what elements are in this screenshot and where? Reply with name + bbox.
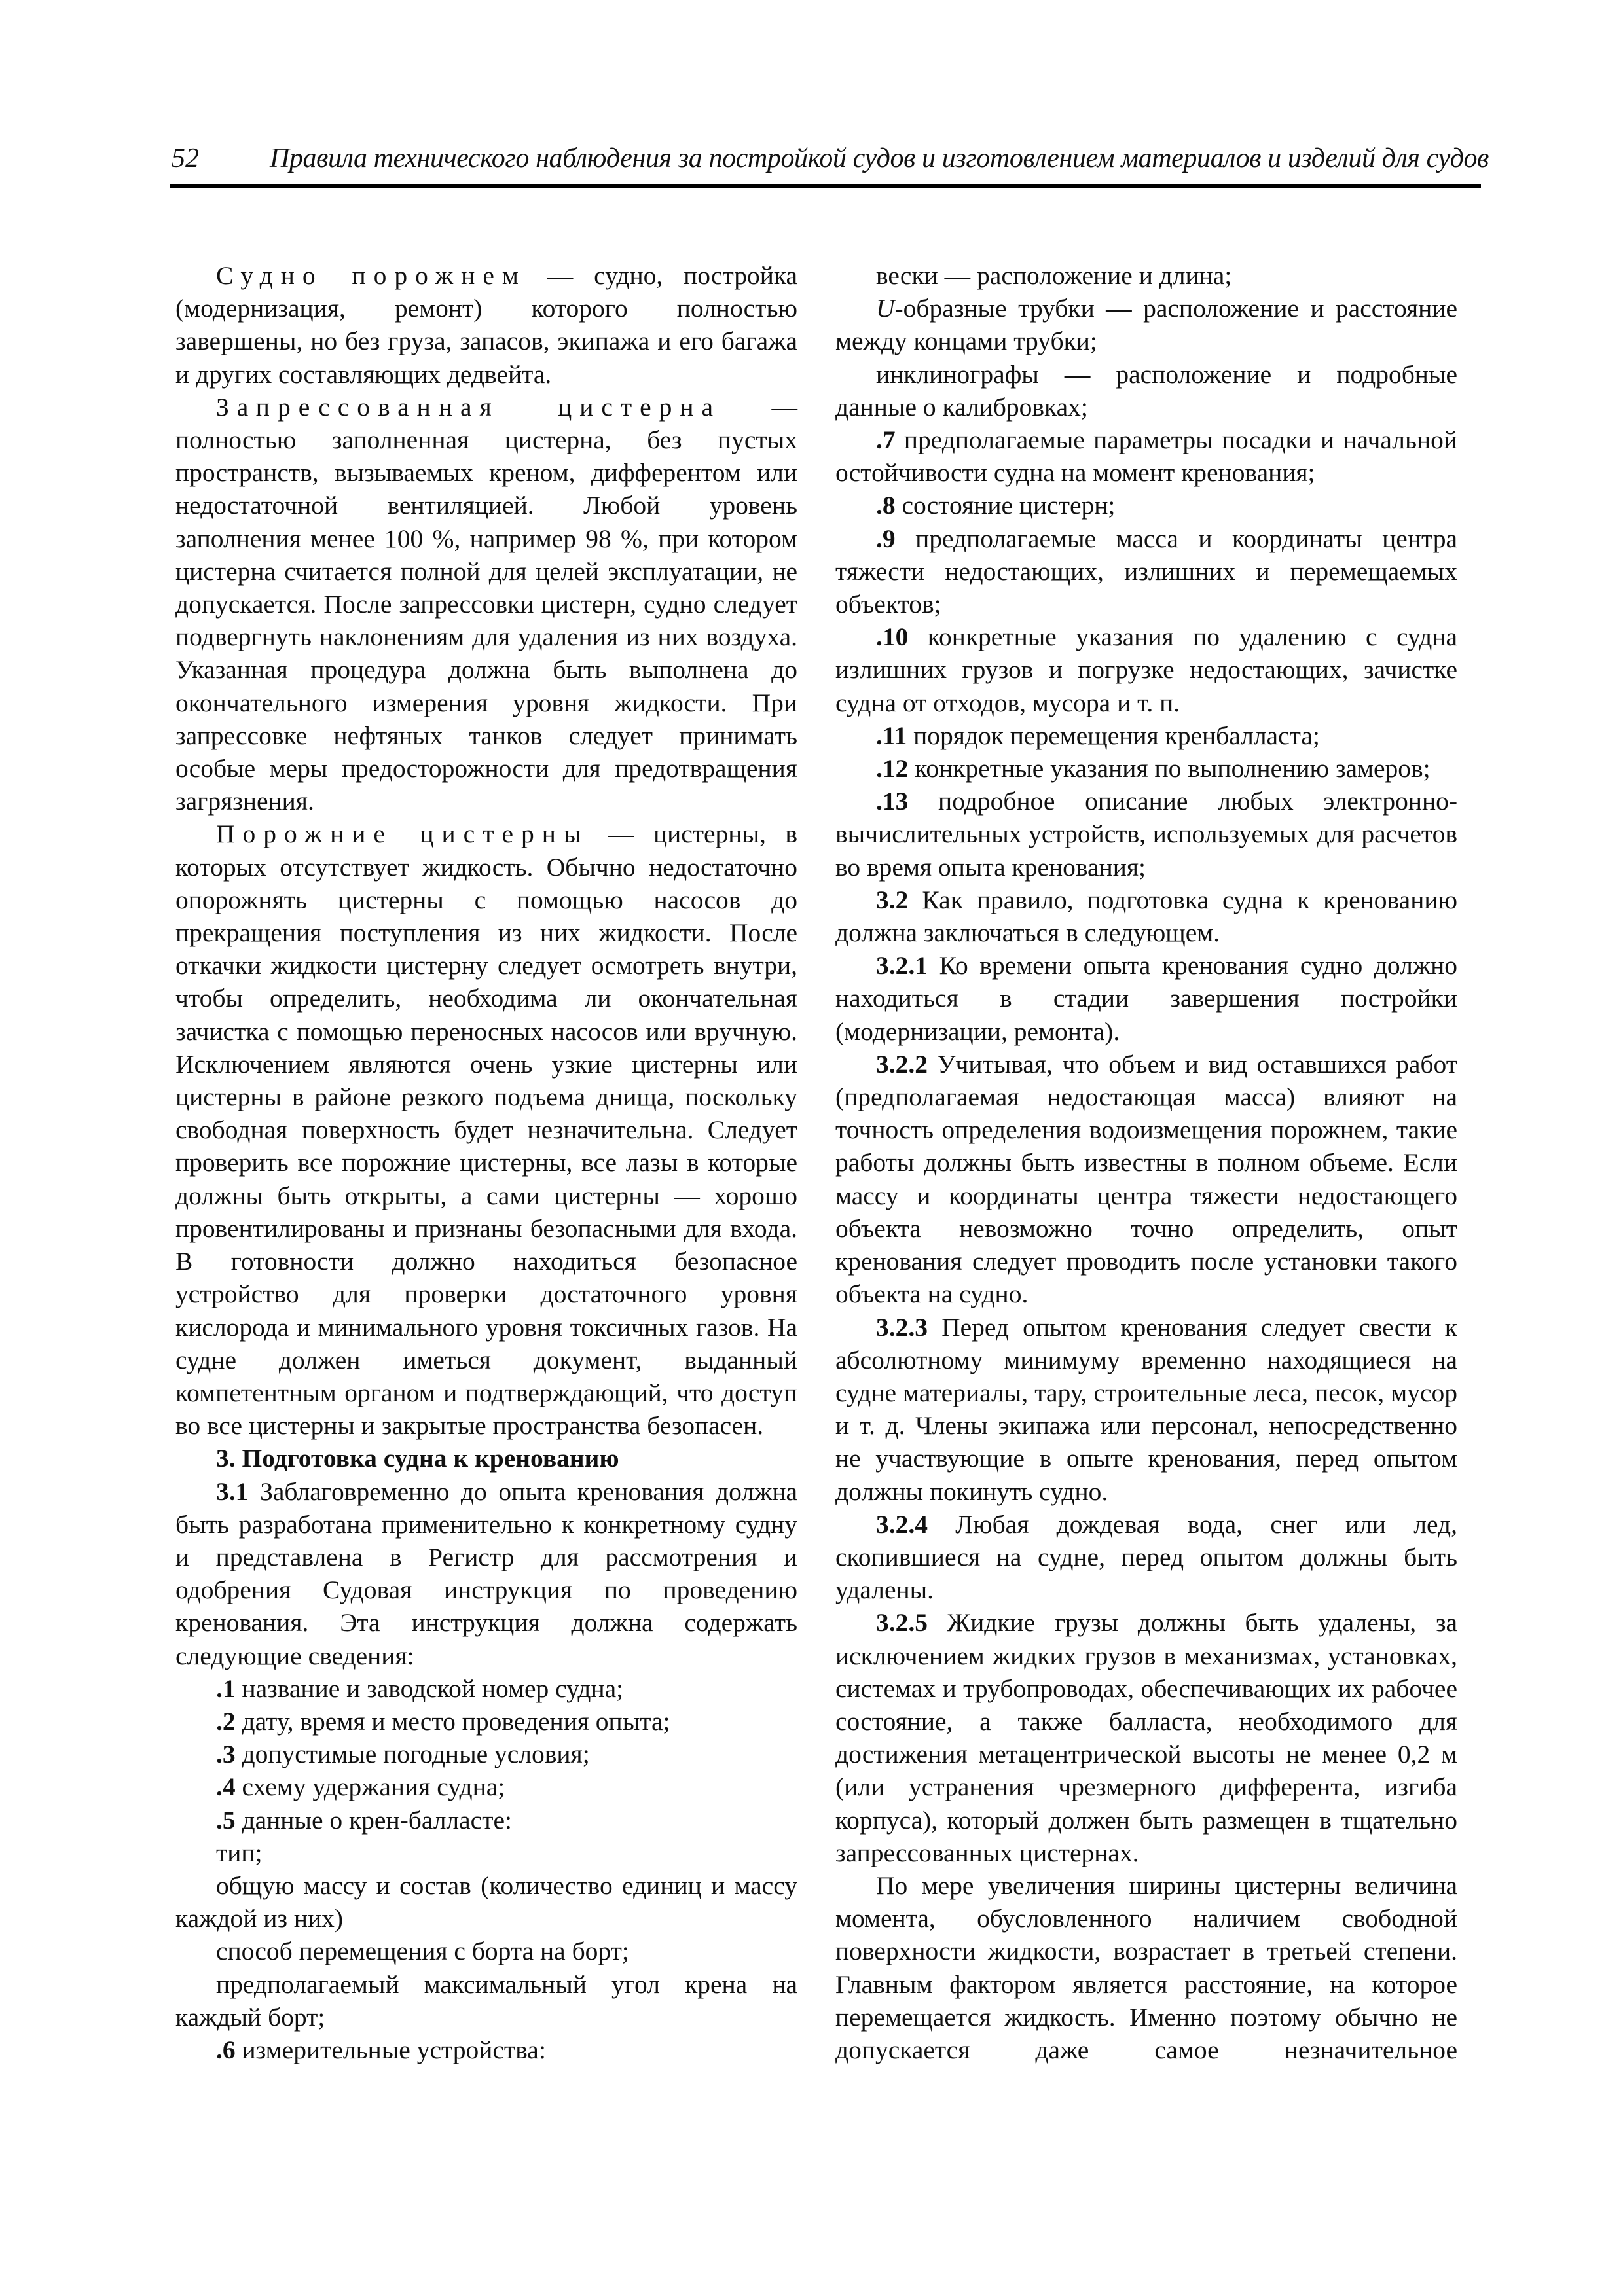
paragraph xyxy=(835,1311,1457,1508)
paragraph xyxy=(835,522,1457,621)
paragraph-text: — цистерны, в которых отсутствует жидкость. Обычно недостаточно опорожнять цистерны с помощью насосов до прекращения поступления из них жидкости. После откачки жидкости цистерну следует осмотреть внутри, чтобы определить, необходима ли окончательная зачистка с помощью переносных насосов или вручную. Исключением являются очень узкие цистерны или цистерны в районе резкого подъема днища, поскольку свободная поверхность будет незначительна. Следует проверить все порожние цистерны, все лазы в которые должны быть открыты, а сами цистерны — хорошо провентилированы и признаны безопасными для входа. В готовности должно находиться безопасное устройство для проверки достаточного уровня кислорода и минимального уровня токсичных газов. На судне должен иметься документ, выданный компетентным органом и подтверждающий, что доступ во все цистерны и закрытые пространства безопасен. xyxy=(175,819,797,1441)
paragraph-text: порядок перемещения кренбалласта; xyxy=(907,721,1320,750)
paragraph xyxy=(835,1869,1457,2066)
paragraph xyxy=(835,1606,1457,1869)
paragraph xyxy=(835,358,1457,423)
paragraph-text: подробное описание любых электронно-вычислительных устройств, используемых для расчетов во время опыта кренования; xyxy=(835,787,1457,882)
paragraph-text: -образные трубки — расположение и расстояние между концами трубки; xyxy=(835,294,1457,356)
paragraph xyxy=(175,1804,797,1837)
paragraph-text: вески — расположение и длина; xyxy=(876,261,1232,290)
paragraph xyxy=(835,489,1457,522)
clause-number: .12 xyxy=(876,754,909,783)
paragraph-text: Жидкие грузы должны быть удалены, за исключением жидких грузов в механизмах, установках, системах и трубопроводах, обеспечивающих их рабочее состояние, а также балласта, необходимого для достижения метацентрической высоты не менее 0,2 м (или устранения чрезмерного дифферента, изгиба корпуса), который должен быть размещен в тщательно запрессованных цистернах. xyxy=(835,1608,1457,1867)
paragraph-text: конкретные указания по удалению с судна излишних грузов и погрузке недостающих, зачистке судна от отходов, мусора и т. п. xyxy=(835,622,1457,717)
paragraph-text: Перед опытом кренования следует свести к абсолютному минимуму временно находящиеся на судне материалы, тару, строительные леса, песок, мусор и т. д. Члены экипажа или персонал, непосредственно не участвующие в опыте кренования, перед опытом должны покинуть судно. xyxy=(835,1312,1457,1506)
clause-number: .5 xyxy=(216,1805,236,1835)
clause-number: .13 xyxy=(876,787,909,816)
paragraph-text: дату, время и место проведения опыта; xyxy=(235,1706,670,1736)
section-heading: 3. Подготовка судна к кренованию xyxy=(216,1444,619,1473)
paragraph xyxy=(835,423,1457,489)
clause-number: .3 xyxy=(216,1740,236,1769)
paragraph xyxy=(835,884,1457,949)
paragraph xyxy=(175,1672,797,1705)
defined-term: Порожние цистерны xyxy=(216,819,589,849)
paragraph-text: измерительные устройства: xyxy=(235,2035,546,2064)
clause-number: 3.2.2 xyxy=(876,1049,928,1079)
clause-number: 3.2.5 xyxy=(876,1608,928,1638)
paragraph xyxy=(835,1048,1457,1311)
paragraph-text: общую массу и состав (количество единиц и массу каждой из них) xyxy=(175,1871,797,1933)
paragraph xyxy=(835,620,1457,719)
paragraph xyxy=(175,1475,797,1672)
clause-number: .7 xyxy=(876,425,896,455)
paragraph xyxy=(175,259,797,391)
paragraph xyxy=(175,1869,797,1935)
paragraph xyxy=(175,1837,797,1869)
clause-number: 3.2.4 xyxy=(876,1509,928,1539)
paragraph xyxy=(835,752,1457,785)
paragraph-text: способ перемещения с борта на борт; xyxy=(216,1937,629,1966)
clause-number: .4 xyxy=(216,1772,236,1802)
running-header-title: Правила технического наблюдения за постройкой судов и изготовлением материалов и изделий для судов xyxy=(270,143,1489,173)
right-column xyxy=(835,259,1457,2066)
paragraph xyxy=(835,785,1457,884)
paragraph xyxy=(175,1738,797,1770)
paragraph-text: Учитывая, что объем и вид оставшихся работ (предполагаемая недостающая масса) влияют на точность определения водоизмещения порожнем, такие работы должны быть известны в полном объеме. Если массу и координаты центра тяжести недостающего объекта невозможно точно определить, опыт кренования следует проводить после установки такого объекта на судно. xyxy=(835,1049,1457,1309)
paragraph-text: — судно, постройка (модернизация, ремонт) которого полностью завершены, но без груза, запасов, экипажа и его багажа и других составляющих дедвейта. xyxy=(175,261,797,389)
paragraph xyxy=(835,1508,1457,1607)
paragraph xyxy=(835,949,1457,1048)
paragraph-text: Как правило, подготовка судна к кренованию должна заключаться в следующем. xyxy=(835,885,1457,948)
paragraph-text: инклинографы — расположение и подробные данные о калибровках; xyxy=(835,359,1457,422)
paragraph-text: состояние цистерн; xyxy=(895,491,1116,520)
clause-number: 3.2.1 xyxy=(876,951,928,980)
clause-number: .8 xyxy=(876,491,896,520)
paragraph-text: предполагаемые параметры посадки и начальной остойчивости судна на момент кренования; xyxy=(835,425,1457,488)
paragraph xyxy=(175,1968,797,2034)
clause-number: .1 xyxy=(216,1674,236,1703)
paragraph-text: предполагаемый максимальный угол крена на каждый борт; xyxy=(175,1969,797,2032)
left-column xyxy=(175,259,797,2066)
paragraph-text: допустимые погодные условия; xyxy=(235,1740,590,1769)
paragraph-text: По мере увеличения ширины цистерны величина момента, обусловленного наличием свободной поверхности жидкости, возрастает в третьей степени. Главным фактором является расстояние, на которое перемещается жидкость. Именно поэтому обычно не допускается даже самое незначительное xyxy=(835,1871,1457,2064)
paragraph xyxy=(175,391,797,818)
paragraph-text: схему удержания судна; xyxy=(235,1772,505,1802)
paragraph-text: название и заводской номер судна; xyxy=(235,1674,624,1703)
paragraph xyxy=(835,719,1457,752)
paragraph-text: — полностью заполненная цистерна, без пустых пространств, вызываемых креном, дифферентом или недостаточной вентиляцией. Любой уровень заполнения менее 100 %, например 98 %, при котором цистерна считается полной для целей эксплуатации, не допускается. После запрессовки цистерн, судно следует подвергнуть наклонениям для удаления из них воздуха. Указанная процедура должна быть выполнена до окончательного измерения уровня жидкости. При запрессовке нефтяных танков следует принимать особые меры предосторожности для предотвращения загрязнения. xyxy=(175,392,797,816)
clause-number: .9 xyxy=(876,524,896,553)
italic-symbol: U xyxy=(876,294,895,323)
paragraph-text: Любая дождевая вода, снег или лед, скопившиеся на судне, перед опытом должны быть удалены. xyxy=(835,1509,1457,1605)
paragraph xyxy=(835,259,1457,292)
clause-number: .10 xyxy=(876,622,909,652)
paragraph xyxy=(175,1770,797,1803)
paragraph-text: Ко времени опыта кренования судно должно находиться в стадии завершения постройки (модернизации, ремонта). xyxy=(835,951,1457,1046)
paragraph xyxy=(175,1935,797,1967)
clause-number: 3.2 xyxy=(876,885,909,914)
clause-number: 3.2.3 xyxy=(876,1312,928,1342)
clause-number: .2 xyxy=(216,1706,236,1736)
paragraph xyxy=(175,1705,797,1738)
paragraph-text: конкретные указания по выполнению замеров; xyxy=(908,754,1431,783)
paragraph xyxy=(835,292,1457,357)
page-number: 52 xyxy=(172,143,199,173)
paragraph-text: предполагаемые масса и координаты центра тяжести недостающих, излишних и перемещаемых объектов; xyxy=(835,524,1457,619)
paragraph-text: данные о крен-балласте: xyxy=(235,1805,512,1835)
clause-number: .6 xyxy=(216,2035,236,2064)
defined-term: Судно порожнем xyxy=(216,261,526,290)
header-rule xyxy=(170,184,1481,188)
paragraph-text: Заблаговременно до опыта кренования должна быть разработана применительно к конкретному судну и представлена в Регистр для рассмотрения и одобрения Судовая инструкция по проведению кренования. Эта инструкция должна содержать следующие сведения: xyxy=(175,1477,797,1670)
clause-number: .11 xyxy=(876,721,907,750)
defined-term: Запрессованная цистерна xyxy=(216,392,721,422)
clause-number: 3.1 xyxy=(216,1477,249,1506)
paragraph xyxy=(175,2034,797,2066)
paragraph xyxy=(175,817,797,1442)
paragraph-text: тип; xyxy=(216,1838,263,1867)
